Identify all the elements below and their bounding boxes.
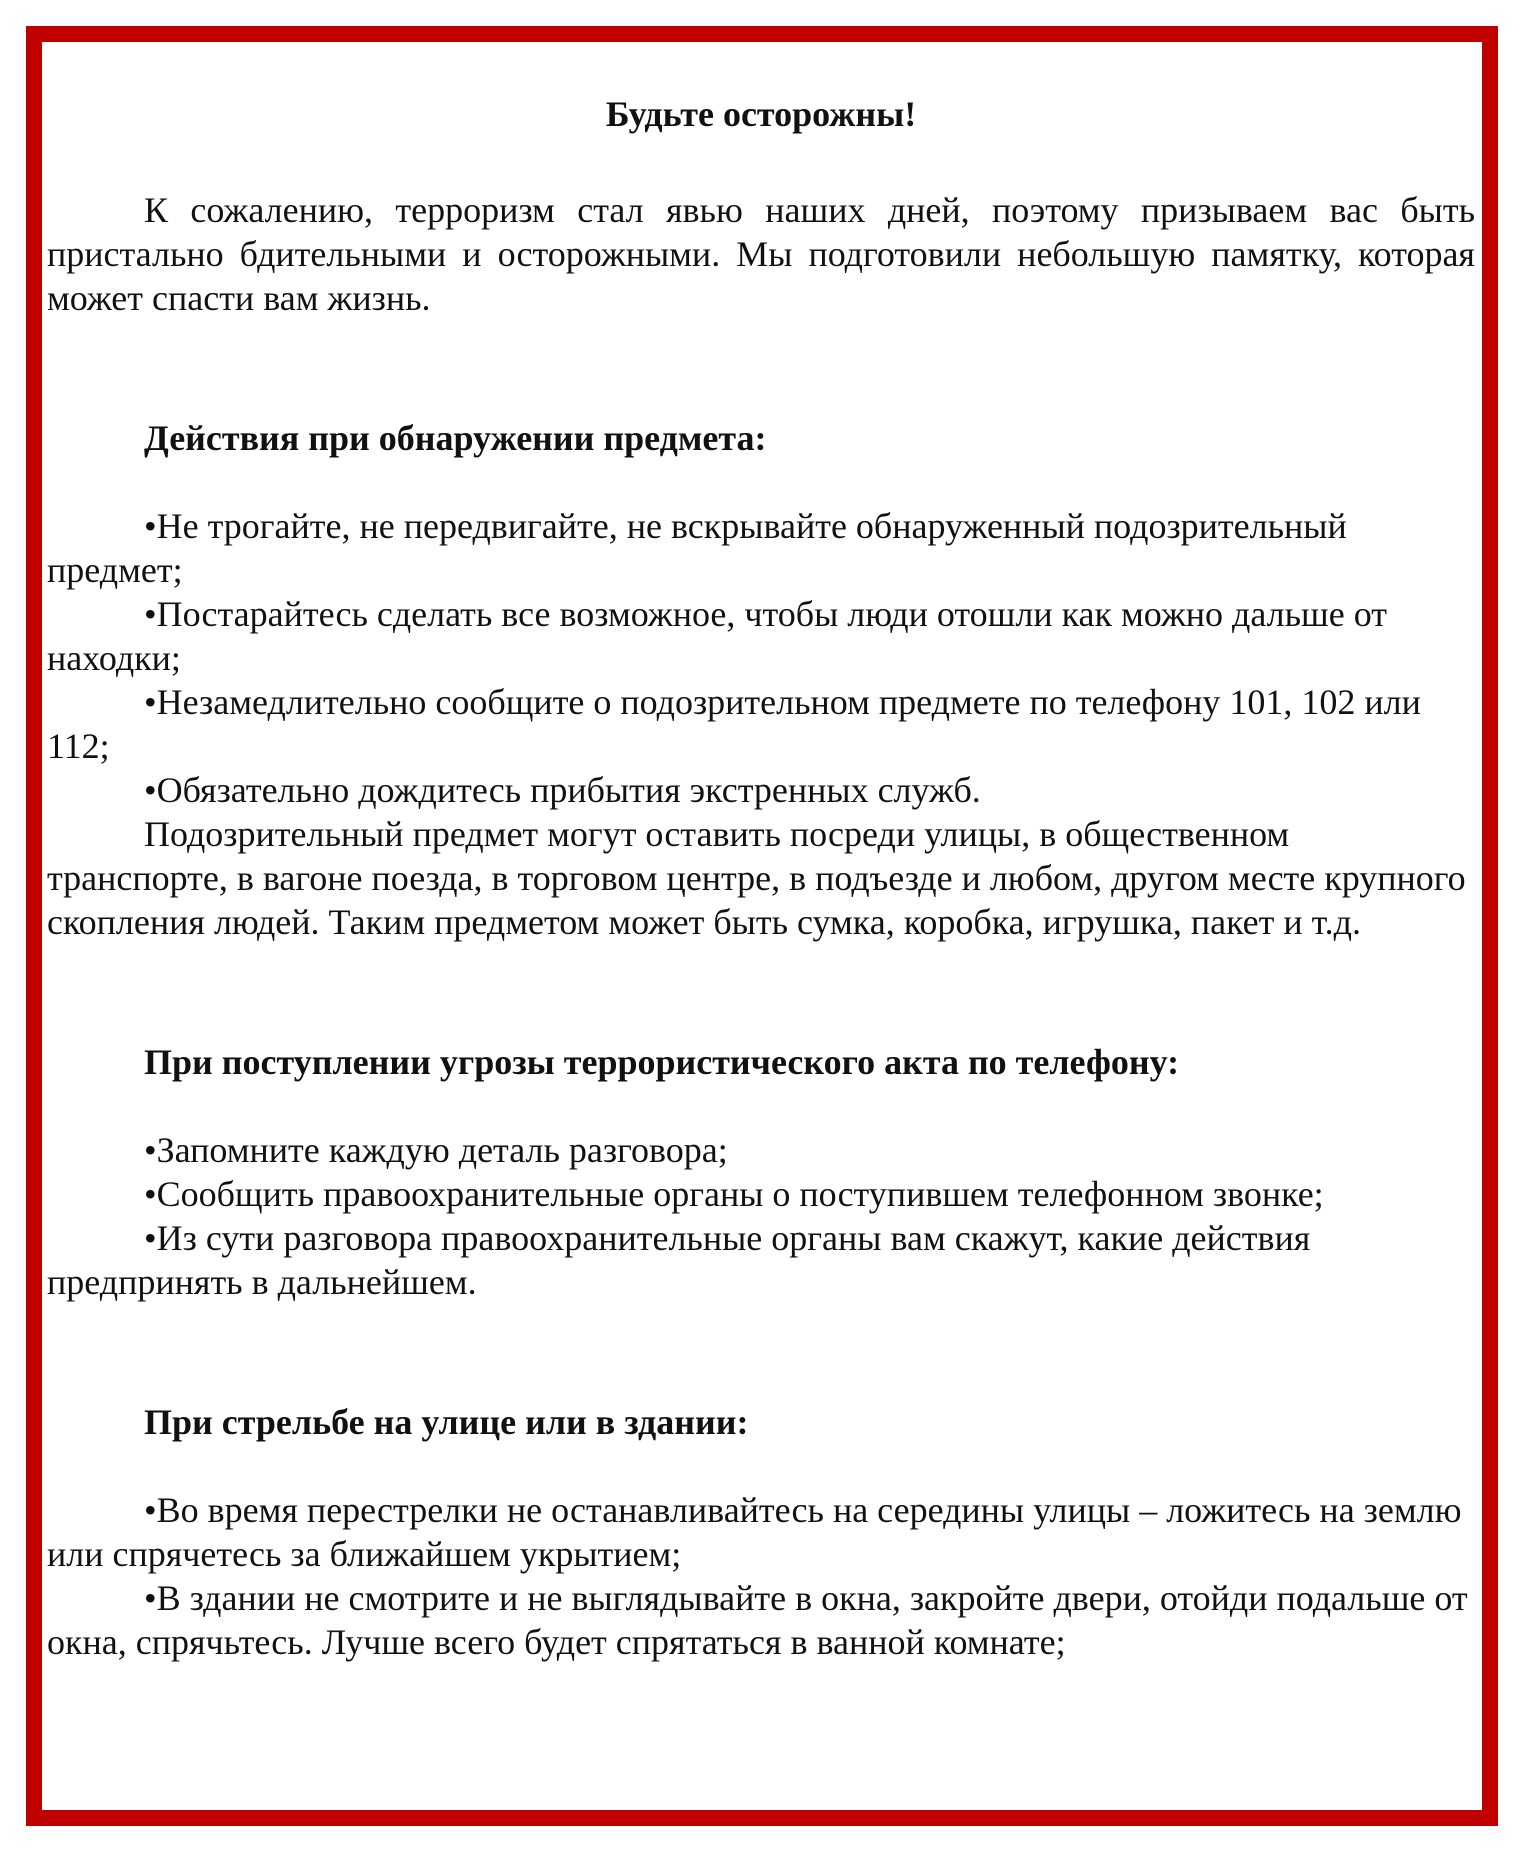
document-body xyxy=(47,62,1475,1664)
spacer xyxy=(47,1444,1475,1488)
list-item: •Во время перестрелки не останавливайтесь на середины улицы – ложитесь на землю или спрячетесь за ближайшем укрытием; xyxy=(47,1490,1462,1574)
spacer xyxy=(47,460,1475,504)
list-item: •Постарайтесь сделать все возможное, чтобы люди отошли как можно дальше от находки; xyxy=(47,594,1388,678)
list-item: •Запомните каждую деталь разговора; xyxy=(144,1130,728,1170)
list-item: •В здании не смотрите и не выглядывайте в окна, закройте двери, отойди подальше от окна, спрячьтесь. Лучше всего будет спрятаться в ванной комнате; xyxy=(47,1578,1468,1662)
spacer xyxy=(47,320,1475,416)
section-heading-object-found: Действия при обнаружении предмета: xyxy=(144,418,767,458)
list-item: •Из сути разговора правоохранительные органы вам скажут, какие действия предпринять в дальнейшем. xyxy=(47,1218,1311,1302)
spacer xyxy=(47,1084,1475,1128)
list-item: •Незамедлительно сообщите о подозрительном предмете по телефону 101, 102 или 112; xyxy=(47,682,1421,766)
section-heading-phone-threat: При поступлении угрозы террористического акта по телефону: xyxy=(144,1042,1180,1082)
spacer xyxy=(47,944,1475,1040)
document-title: Будьте осторожны! xyxy=(605,94,917,134)
list-item: •Обязательно дождитесь прибытия экстренных служб. xyxy=(144,770,981,810)
list-item: •Не трогайте, не передвигайте, не вскрывайте обнаруженный подозрительный предмет; xyxy=(47,506,1347,590)
intro-paragraph: К сожалению, терроризм стал явью наших дней, поэтому призываем вас быть пристально бдительными и осторожными. Мы подготовили небольшую памятку, которая может спасти вам жизнь. xyxy=(47,190,1475,318)
section-heading-shooting: При стрельбе на улице или в здании: xyxy=(144,1402,749,1442)
list-item: •Сообщить правоохранительные органы о поступившем телефонном звонке; xyxy=(144,1174,1324,1214)
spacer xyxy=(47,1304,1475,1400)
section-note-paragraph: Подозрительный предмет могут оставить посреди улицы, в общественном транспорте, в вагоне поезда, в торговом центре, в подъезде и любом, другом месте крупного скопления людей. Таким предметом может быть сумка, коробка, игрушка, пакет и т.д. xyxy=(47,814,1466,942)
